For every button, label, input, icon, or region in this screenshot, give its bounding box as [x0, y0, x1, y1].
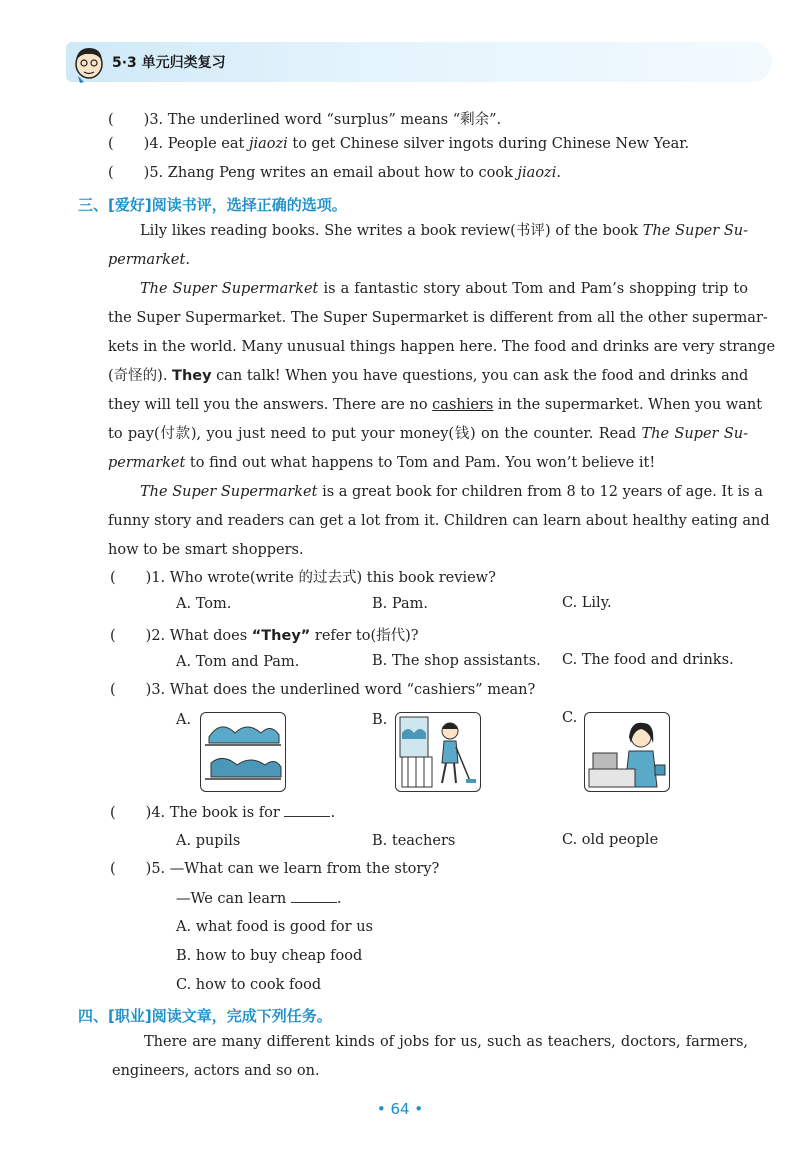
q5-answer-line: —We can learn .: [176, 891, 342, 907]
food-shelf-icon: [201, 713, 285, 791]
tf-item-3: [108, 108, 501, 129]
section4-passage: [112, 1028, 748, 1086]
q3-option-c[interactable]: C.: [562, 710, 578, 726]
q4-option-c[interactable]: C. old people: [562, 832, 659, 848]
answer-paren[interactable]: (: [108, 165, 114, 181]
q2-option-c[interactable]: C. The food and drinks.: [562, 652, 734, 668]
passage-line: There are many different kinds of jobs for us, such as teachers, doctors, farmers,: [144, 1034, 748, 1050]
shop-assistant-icon: [396, 713, 480, 791]
passage-line: permarket to find out what happens to Tom and Pam. You won’t believe it!: [108, 455, 656, 471]
passage-line: engineers, actors and so on.: [112, 1063, 320, 1079]
q5-option-b[interactable]: B. how to buy cheap food: [176, 948, 363, 964]
answer-paren[interactable]: (: [110, 861, 116, 877]
tf-item-5: [108, 165, 561, 181]
q3-option-a[interactable]: A.: [176, 712, 192, 728]
answer-paren[interactable]: (: [108, 112, 114, 128]
item-text-end: to get Chinese silver ingots during Chinese New Year.: [287, 136, 690, 152]
item-number: )5.: [143, 165, 164, 181]
passage-line: kets in the world. Many unusual things happen here. The food and drinks are very strange: [108, 339, 776, 355]
question-2: ( )2. What does “They” refer to(指代)?: [110, 628, 419, 644]
item-italic: jiaozi: [517, 165, 557, 181]
item-number: )4.: [143, 136, 164, 152]
question-5: ( )5. —What can we learn from the story?: [110, 861, 440, 877]
q4-option-a[interactable]: A. pupils: [176, 833, 241, 849]
cashier-icon: [585, 713, 669, 791]
food-shelf-picture[interactable]: [200, 712, 286, 792]
shop-assistant-picture[interactable]: [395, 712, 481, 792]
q2-option-b[interactable]: B. The shop assistants.: [372, 653, 541, 669]
q5-option-a[interactable]: A. what food is good for us: [176, 919, 373, 935]
mascot-icon: [70, 44, 108, 84]
answer-paren[interactable]: (: [110, 682, 116, 698]
passage-line: Lily likes reading books. She writes a book review(书评) of the book The Super Su-: [140, 223, 748, 239]
answer-paren[interactable]: (: [110, 570, 116, 586]
question-3: ( )3. What does the underlined word “cashiers” mean?: [110, 682, 536, 698]
page-number: • 64 •: [376, 1100, 424, 1118]
cashier-picture[interactable]: [584, 712, 670, 792]
q2-option-a[interactable]: A. Tom and Pam.: [176, 654, 300, 670]
passage-line: funny story and readers can get a lot from it. Children can learn about healthy eating and: [108, 513, 770, 529]
passage-line: The Super Supermarket is a fantastic story about Tom and Pam’s shopping trip to: [140, 281, 748, 297]
item-text: Zhang Peng writes an email about how to cook: [163, 165, 518, 181]
fill-blank[interactable]: [291, 890, 337, 903]
item-text: The underlined word “surplus” means “剩余”.: [163, 112, 502, 128]
passage-line: permarket.: [108, 252, 190, 268]
passage-line: how to be smart shoppers.: [108, 542, 304, 558]
answer-paren[interactable]: (: [110, 805, 116, 821]
passage-line: they will tell you the answers. There are no cashiers in the supermarket. When you want: [108, 397, 763, 413]
q4-option-b[interactable]: B. teachers: [372, 833, 456, 849]
item-number: )3.: [143, 112, 164, 128]
q1-option-b[interactable]: B. Pam.: [372, 596, 428, 612]
item-italic: jiaozi: [248, 136, 288, 152]
passage-line: to pay(付款), you just need to put your money(钱) on the counter. Read The Super Su-: [108, 426, 748, 442]
question-1: ( )1. Who wrote(write 的过去式) this book review?: [110, 570, 496, 586]
q5-option-c[interactable]: C. how to cook food: [176, 977, 322, 993]
q1-option-a[interactable]: A. Tom.: [176, 596, 232, 612]
question-4: ( )4. The book is for .: [110, 805, 336, 821]
answer-paren[interactable]: (: [108, 136, 114, 152]
item-text: People eat: [163, 136, 249, 152]
answer-paren[interactable]: (: [110, 628, 116, 644]
q3-option-b[interactable]: B.: [372, 712, 388, 728]
tf-item-4: [108, 136, 689, 152]
passage-line: The Super Supermarket is a great book for children from 8 to 12 years of age. It is a: [140, 484, 763, 500]
reading-passage: [108, 217, 776, 565]
item-text-end: .: [556, 165, 561, 181]
section3-heading: 三、[爱好]阅读书评，选择正确的选项。: [78, 196, 347, 214]
passage-line: the Super Supermarket. The Super Supermarket is different from all the other supermar-: [108, 310, 768, 326]
passage-line: (奇怪的). They can talk! When you have questions, you can ask the food and drinks and: [108, 368, 749, 384]
section4-heading: 四、[职业]阅读文章，完成下列任务。: [78, 1007, 332, 1025]
fill-blank[interactable]: [284, 804, 330, 817]
q1-option-c[interactable]: C. Lily.: [562, 595, 612, 611]
header-title: 5·3 单元归类复习: [112, 55, 226, 71]
